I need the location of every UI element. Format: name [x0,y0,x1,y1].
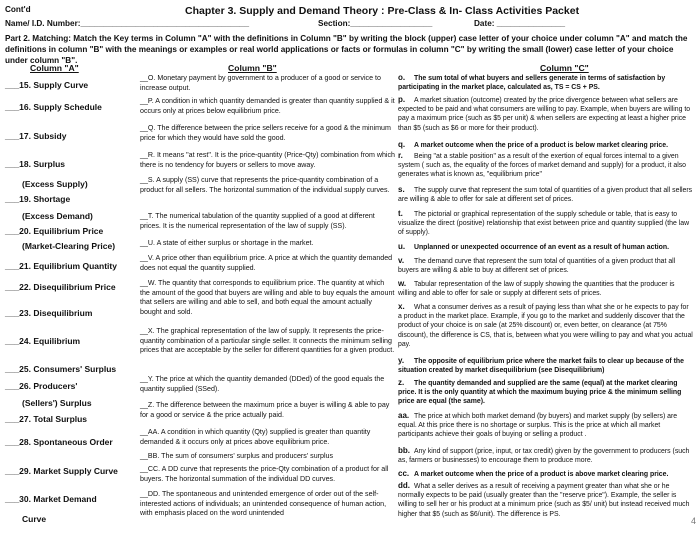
definition-p[interactable]: __P. A condition in which quantity demanded is greater than quantity supplied & it occurs only at prices below equilibrium price. [140,97,395,115]
term-21[interactable]: ___21. Equilibrium Quantity [5,261,117,271]
definition-o[interactable]: __O. Monetary payment by government to a producer of a good or service to increase output. [140,74,381,92]
meaning-cc: cc. A market outcome when the price of a product is above market clearing price. [398,469,669,478]
term-25[interactable]: ___25. Consumers' Surplus [5,364,117,374]
meaning-u: u. Unplanned or unexpected occurrence of an event as a result of human action. [398,242,670,251]
meaning-dd: dd. What a seller derives as a result of receiving a payment greater than what she or he normally expects to be paid (usually greater than the "reserve price"). Example, the seller is willing to sell her or his product at a minimum price (such as $5/ unit) but instead received much higher that $5 (such as $6/unit). The difference is PS. [398,481,690,518]
meaning-w: w. Tabular representation of the law of supply showing the quantities that the producer is willing and able to offer for sale or supply at different sets of prices. [398,279,675,298]
term-22[interactable]: ___22. Disequilibrium Price [5,282,116,292]
page-title: Chapter 3. Supply and Demand Theory : Pre-Class & In- Class Activities Packet [185,5,580,17]
definition-v[interactable]: __V. A price other than equilibrium price. A price at which the quantity demanded does not equal the quantity supplied. [140,254,393,272]
instructions: Part 2. Matching: Match the Key terms in Column "A" with the definitions in Column "B" by writing the block (upper) case letter of your choice under column "A" and match the definitions in column "B" with the meanings or examples or real world applications or facts or formulas in column "C" by writing the small (lower) case letter of your choice under column "B". [5,34,688,65]
meaning-z: z. The quantity demanded and supplied are the same (equal) at the market clearing price. It is the only quantity at which the maximum buying price & the minimum selling price are equal (the same). [398,378,682,406]
term-23[interactable]: ___23. Disequilibrium [5,308,93,318]
term-19[interactable]: ___19. Shortage [5,194,71,204]
term-16[interactable]: ___16. Supply Schedule [5,102,102,112]
definition-bb[interactable]: __BB. The sum of consumers' surplus and producers' surplus [140,452,334,460]
definition-aa[interactable]: __AA. A condition in which quantity (Qty) supplied is greater than quantity demanded & it occurs only at prices above equilibrium price. [140,428,371,446]
date-field[interactable]: Date: _______________ [474,19,566,28]
term-15[interactable]: ___15. Supply Curve [5,80,89,90]
term-18-sub: (Excess Supply) [22,179,88,189]
term-30[interactable]: ___30. Market Demand [5,494,97,504]
definition-t[interactable]: __T. The numerical tabulation of the quantity supplied of a good at different prices. It is the numerical representation of the law of supply (SS). [140,212,375,230]
name-id-field[interactable]: Name/ I.D. Number:_____________________________________ [5,19,250,28]
definition-s[interactable]: __S. A supply (SS) curve that represents the price-quantity combination of a product for all sellers. The horizontal summation of the individual supply curves. [140,176,390,194]
term-26-sub: (Sellers') Surplus [22,398,92,408]
term-20-sub: (Market-Clearing Price) [22,241,116,251]
term-20[interactable]: ___20. Equilibrium Price [5,226,104,236]
definition-z[interactable]: __Z. The difference between the maximum price a buyer is willing & able to pay for a good or service & the price actually paid. [140,401,390,419]
definition-q[interactable]: __Q. The difference between the price sellers receive for a good & the minimum price for which they would have sold the good. [140,124,391,142]
column-c-header: Column "C" [540,63,589,73]
term-30-sub: Curve [22,514,47,524]
term-18[interactable]: ___18. Surplus [5,159,66,169]
term-24[interactable]: ___24. Equilibrium [5,336,81,346]
term-27[interactable]: ___27. Total Surplus [5,414,88,424]
meaning-p: p. A market situation (outcome) created by the price divergence between what sellers are expected to be paid and what consumers are willing to pay. Example, when buyers are willing to pay a maximum price (such as $5 per unit) & when sellers are expecting at least a higher price than $5 (such as $6 or more for their product). [398,95,691,132]
column-a-header: Column "A" [30,63,79,73]
term-29[interactable]: ___29. Market Supply Curve [5,466,118,476]
column-b-header: Column "B" [228,63,277,73]
definition-dd[interactable]: __DD. The spontaneous and unintended emergence of order out of the self-interested actions of individuals; an unintended consequence of human action, with emphasis placed on the word unintended [140,490,387,518]
definition-x[interactable]: __X. The graphical representation of the law of supply. It represents the price-quantity combination of a particular single seller. It connects the minimum selling prices that are acceptable by the seller for different quantities for a given product. [140,327,395,355]
meaning-y: y. The opposite of equilibrium price where the market fails to clear up because of the situation created by market disequilibrium (see Disequilibrium) [398,356,684,375]
meaning-s: s. The supply curve that represent the sum total of quantities of a given product that all sellers are willing & able to offer for sale at different set of prices. [398,185,693,204]
meaning-r: r. Being "at a stable position" as a result of the exertion of equal forces internal to a given system ( such as, the equality of the forces of market demand and supply) for a product, it also generates what is known as, "equilibrium price" [398,151,687,179]
definition-u[interactable]: __U. A state of either surplus or shortage in the market. [140,239,314,247]
meaning-x: x. What a consumer derives as a result of paying less than what she or he expects to pay for a product in the market place. Example, if you go to the market and suddenly discover that the product of your choice is on sale (at 25% discount) or, even better, on clearance (at 75% discount), the difference is CS, that is, between what you were willing to pay and what you actual pay. [398,302,693,348]
term-28[interactable]: ___28. Spontaneous Order [5,437,113,447]
term-26[interactable]: ___26. Producers' [5,381,78,391]
meaning-v: v. The demand curve that represent the sum total of quantities of a given product that all buyers are willing & able to buy at different set of prices. [398,256,676,275]
meaning-aa: aa. The price at which both market demand (by buyers) and market supply (by sellers) are equal. At this price there is no shortage or surplus. This is the price at which all market participants achieve their goals of buying or selling a product . [398,411,678,439]
meaning-o: o. The sum total of what buyers and sellers generate in terms of satisfaction by participating in the market place, calculated as, TS = CS + PS. [398,73,666,92]
meaning-q: q. A market outcome when the price of a product is below market clearing price. [398,140,668,149]
term-17[interactable]: ___17. Subsidy [5,131,67,141]
meaning-bb: bb. Any kind of support (price, input, or tax credit) given by the government to producers (such as, farmers or businesses) to encourage them to produce more. [398,446,690,465]
section-field[interactable]: Section:__________________ [318,19,433,28]
definition-r[interactable]: __R. It means "at rest". It is the price-quantity (Price-Qty) combination from which there is no tendency for buyers or sellers to move away. [140,151,395,169]
page-number: 4 [690,516,696,526]
definition-cc[interactable]: __CC. A DD curve that represents the price-Qty combination of a product for all buyers. The horizontal summation of the individual DD curves. [140,465,389,483]
definition-y[interactable]: __Y. The price at which the quantity demanded (DDed) of the good equals the quantity supplied (SSed). [140,375,385,393]
definition-w[interactable]: __W. The quantity that corresponds to equilibrium price. The quantity at which the amount of the good that buyers are willing and able to buy equals the amount that sellers are willing and able to sell, and both equal the amount actually bought and sold. [140,279,395,316]
meaning-t: t. The pictorial or graphical representation of the supply schedule or table, that is easy to visualize the direct (positive) relationship that exist between price and quantity supplied (the law of supply). [398,209,690,237]
term-19-sub: (Excess Demand) [22,211,93,221]
contd-label: Cont'd [5,5,31,14]
